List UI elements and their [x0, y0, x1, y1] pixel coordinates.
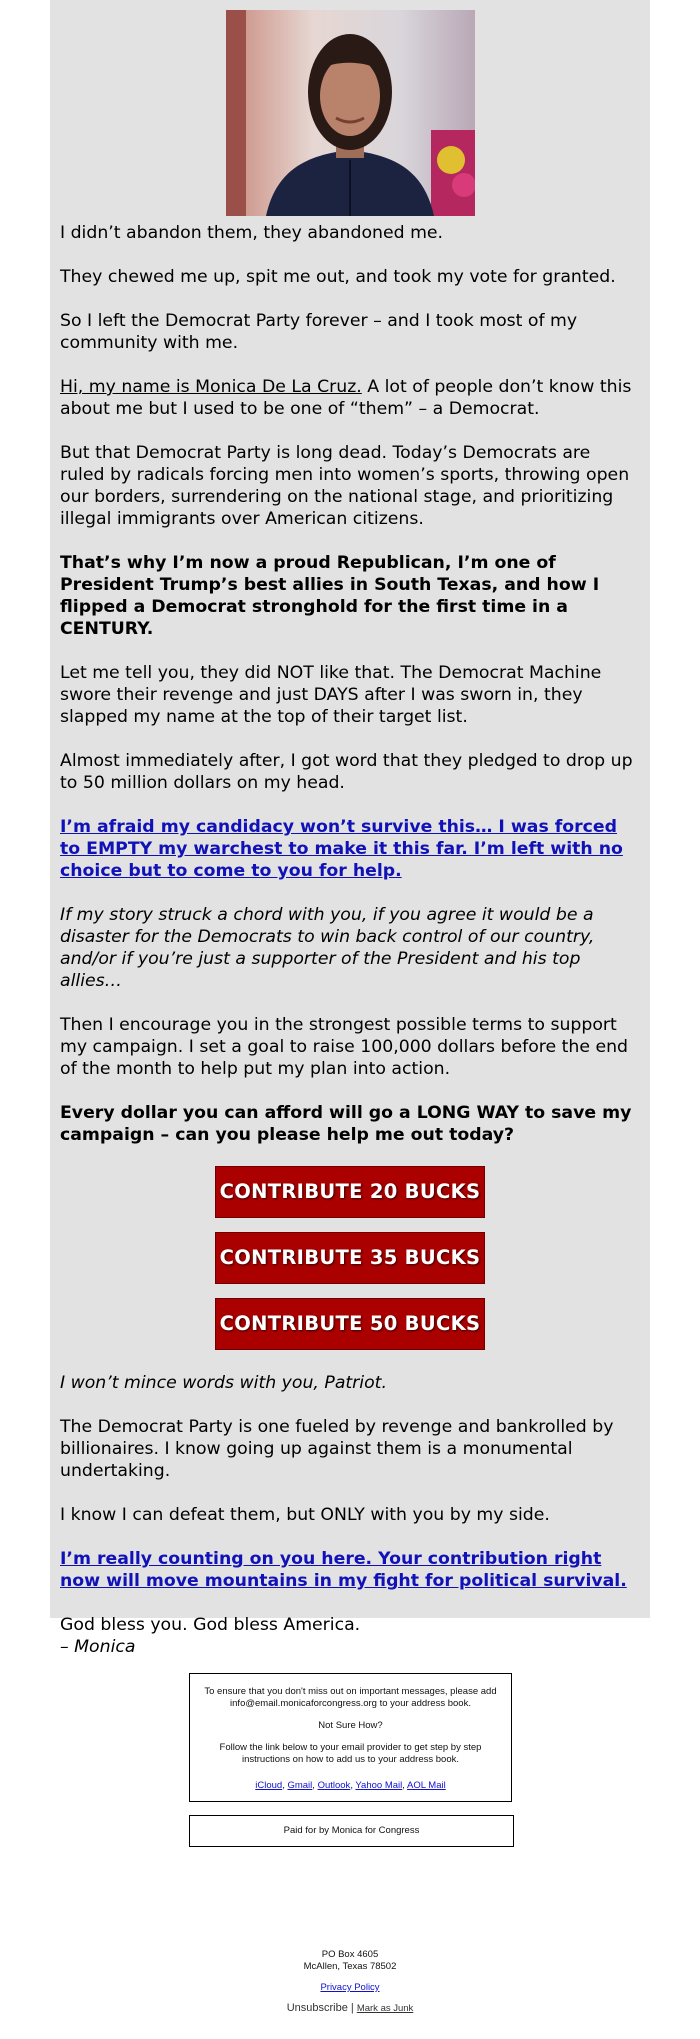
contribute-35-button[interactable]: CONTRIBUTE 35 BUCKS — [215, 1232, 485, 1284]
contribute-50-button[interactable]: CONTRIBUTE 50 BUCKS — [215, 1298, 485, 1350]
separator: | — [350, 2002, 354, 2014]
follow-text: Follow the link below to your email provider to get step by step instructions on how to add us to your address book. — [219, 1742, 482, 1765]
bold-paragraph: Every dollar you can afford will go a LONG WAY to save my campaign – can you please help me out today? — [60, 1103, 632, 1145]
provider-link-gmail[interactable]: Gmail — [287, 1780, 313, 1791]
signature: – Monica — [60, 1637, 136, 1657]
privacy-row — [0, 1982, 700, 1993]
not-sure-text: Not Sure How? — [318, 1720, 383, 1731]
mark-junk-link[interactable]: Mark as Junk — [356, 2003, 414, 2014]
paragraph — [60, 816, 640, 882]
email-body-panel — [50, 0, 650, 1657]
paragraph: I won’t mince words with you, Patriot. — [60, 1373, 387, 1393]
provider-link-aol[interactable]: AOL Mail — [407, 1780, 446, 1791]
provider-link-outlook[interactable]: Outlook — [317, 1780, 351, 1791]
paragraph: They chewed me up, spit me out, and took my vote for granted. — [60, 267, 616, 287]
paragraph: I know I can defeat them, but ONLY with you by my side. — [60, 1505, 550, 1525]
email-content — [60, 222, 640, 1658]
provider-links: iCloud, Gmail, Outlook, Yahoo Mail, AOL Mail — [255, 1780, 446, 1791]
paragraph: The Democrat Party is one fueled by revenge and bankrolled by billionaires. I know going up against them is a monumental undertaking. — [60, 1417, 614, 1481]
notice-text: To ensure that you don't miss out on important messages, please add info@email.monicaforcongress.org to your address book. — [204, 1686, 497, 1709]
closing: God bless you. God bless America. – Monica — [60, 1615, 361, 1657]
donate-link[interactable]: I’m really counting on you here. Your contribution right now will move mountains in my fight for political survival. — [60, 1549, 627, 1591]
contribution-buttons — [60, 1166, 640, 1350]
contribute-20-button[interactable]: CONTRIBUTE 20 BUCKS — [215, 1166, 485, 1218]
address-book-notice — [189, 1673, 512, 1802]
paid-for-text: Paid for by Monica for Congress — [283, 1825, 420, 1836]
intro-underlined: Hi, my name is Monica De La Cruz. — [60, 377, 362, 397]
paragraph: If my story struck a chord with you, if you agree it would be a disaster for the Democrats to win back control of our country, and/or if you’re just a supporter of the President and his top allies… — [60, 905, 595, 991]
bold-paragraph: That’s why I’m now a proud Republican, I’m one of President Trump’s best allies in South Texas, and how I flipped a Democrat stronghold for the first time in a CENTURY. — [60, 553, 600, 639]
paragraph: Then I encourage you in the strongest possible terms to support my campaign. I set a goal to raise 100,000 dollars before the end of the month to help put my plan into action. — [60, 1015, 629, 1079]
provider-link-icloud[interactable]: iCloud — [255, 1780, 283, 1791]
paragraph — [60, 1548, 640, 1592]
paid-for-box — [189, 1815, 514, 1847]
privacy-policy-link[interactable]: Privacy Policy — [320, 1982, 380, 1993]
paragraph: But that Democrat Party is long dead. Today’s Democrats are ruled by radicals forcing men into women’s sports, throwing open our borders, surrendering on the national stage, and prioritizing illegal immigrants over American citizens. — [60, 443, 630, 529]
unsubscribe-row — [0, 2002, 700, 2014]
paragraph: Almost immediately after, I got word that they pledged to drop up to 50 million dollars on my head. — [60, 751, 633, 793]
paragraph: So I left the Democrat Party forever – and I took most of my community with me. — [60, 311, 578, 353]
paragraph: Hi, my name is Monica De La Cruz. A lot of people don’t know this about me but I used to be one of “them” – a Democrat. — [60, 377, 632, 419]
unsubscribe-link[interactable]: Unsubscribe — [286, 2002, 348, 2014]
paragraph: Let me tell you, they did NOT like that. The Democrat Machine swore their revenge and just DAYS after I was sworn in, they slapped my name at the top of their target list. — [60, 663, 602, 727]
provider-link-yahoo[interactable]: Yahoo Mail — [355, 1780, 403, 1791]
donate-link[interactable]: I’m afraid my candidacy won’t survive this… I was forced to EMPTY my warchest to make it this far. I’m left with no choice but to come to you for help. — [60, 817, 623, 881]
mailing-address: PO Box 4605 McAllen, Texas 78502 — [303, 1949, 397, 1972]
paragraph: I didn’t abandon them, they abandoned me. — [60, 223, 444, 243]
candidate-photo — [226, 10, 475, 216]
